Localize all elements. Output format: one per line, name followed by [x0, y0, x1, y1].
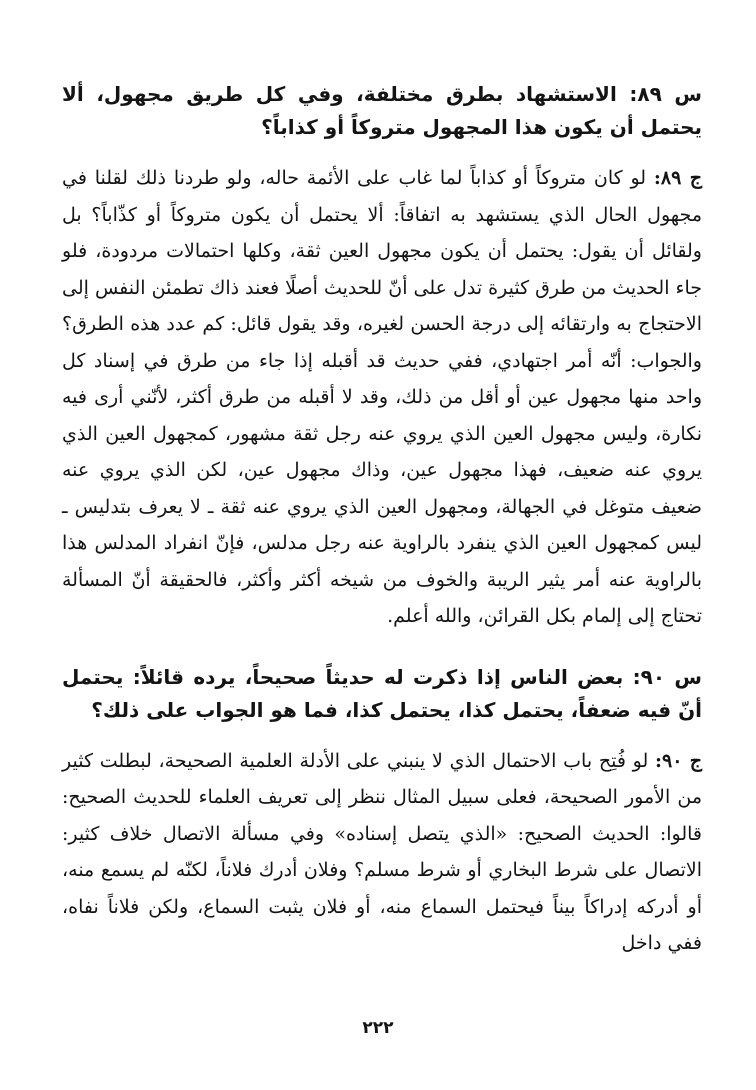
answer-89-text: لو كان متروكاً أو كذاباً لما غاب على الأئمة حاله، ولو طردنا ذلك لقلنا في مجهول الحال الذي يستشهد به اتفاقاً: ألا يحتمل أن يكون متروكاً أو كذّاباً؟ بل ولقائل أن يقول: يحتمل أن يكون مجهول العين ثقة، وكلها احتمالات مردودة، فلو جاء الحديث من طرق كثيرة تدل على أنّ للحديث أصلًا فعند ذاك تطمئن النفس إلى الاحتجاج به وارتقائه إلى درجة الحسن لغيره، وقد يقول قائل: كم عدد هذه الطرق؟ والجواب: أنّه أمر اجتهادي، ففي حديث قد أقبله إذا جاء من طرق في إسناد كل واحد منها مجهول عين أو أقل من ذلك، وقد لا أقبله من طرق أكثر، لأنّني أرى فيه نكارة، وليس مجهول العين الذي يروي عنه رجل ثقة مشهور، كمجهول العين الذي يروي عنه ضعيف، فهذا مجهول عين، وذاك مجهول عين، لكن الذي يروي عنه ضعيف متوغل في الجهالة، ومجهول العين الذي يروي عنه ثقة ـ لا يعرف بتدليس ـ ليس كمجهول العين الذي ينفرد بالراوية عنه رجل مدلس، فإنّ انفراد المدلس هذا بالراوية عنه أمر يثير الريبة والخوف من شيخه أكثر وأكثر، فالحقيقة أنّ المسألة تحتاج إلى إلمام بكل القرائن، والله أعلم. — [62, 167, 702, 627]
answer-90-label: ج ٩٠: — [654, 749, 702, 772]
question-90 — [62, 661, 702, 727]
question-89-text: الاستشهاد بطرق مختلفة، وفي كل طريق مجهول، ألا يحتمل أن يكون هذا المجهول متروكاً أو كذاباً؟ — [62, 82, 702, 139]
page-number: ٢٢٢ — [362, 1018, 394, 1038]
question-89-label: س ٨٩: — [629, 82, 702, 106]
answer-89 — [62, 160, 702, 635]
answer-90 — [62, 743, 702, 962]
question-89 — [62, 78, 702, 144]
answer-89-label: ج ٨٩: — [653, 167, 702, 189]
answer-90-text: لو فُتِح باب الاحتمال الذي لا ينبني على الأدلة العلمية الصحيحة، لبطلت كثير من الأمور الصحيحة، فعلى سبيل المثال ننظر إلى تعريف العلماء للحديث الصحيح: قالوا: الحديث الصحيح: «الذي يتصل إسناده» وفي مسألة الاتصال خلاف كثير: الاتصال على شرط البخاري أو شرط مسلم؟ وفلان أدرك فلاناً، لكنّه لم يسمع منه، أو أدركه إدراكاً بيناً فيحتمل السماع منه، أو فلان يثبت السماع، ولكن فلاناً نفاه، ففي داخل — [62, 749, 702, 954]
page-body — [62, 78, 702, 962]
question-90-text: بعض الناس إذا ذكرت له حديثاً صحيحاً، يرده قائلاً: يحتمل أنّ فيه ضعفاً، يحتمل كذا، يحتمل كذا، فما هو الجواب على ذلك؟ — [62, 664, 702, 722]
question-90-label: س ٩٠: — [632, 664, 703, 689]
